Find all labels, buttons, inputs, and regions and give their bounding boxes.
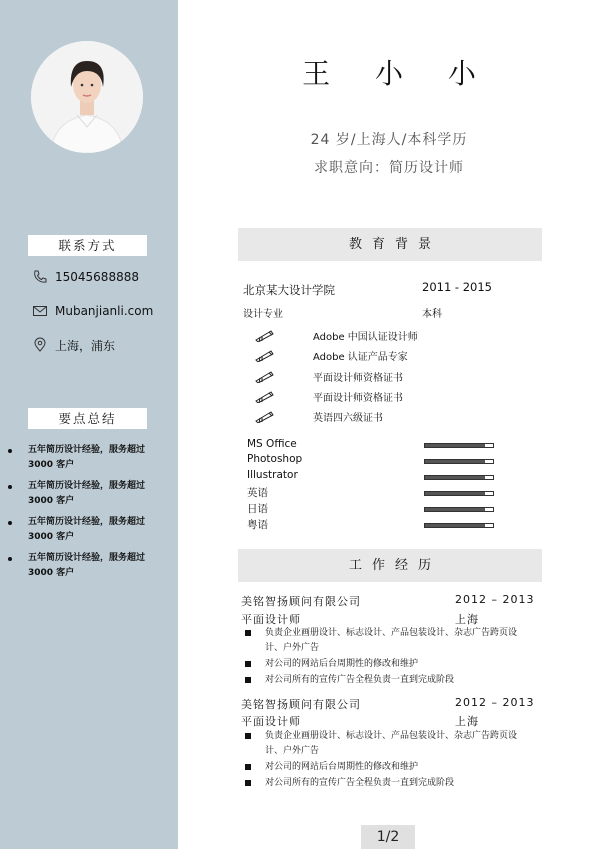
job-duty: 对公司的网站后台周期性的修改和维护 bbox=[243, 657, 533, 672]
summary-list bbox=[8, 443, 168, 587]
summary-item: 五年简历设计经验，服务超过 3000 客户 bbox=[8, 515, 168, 545]
job-title: 平面设计师 bbox=[241, 613, 301, 626]
profile-photo bbox=[31, 41, 143, 153]
skill-bar-fill bbox=[425, 508, 485, 511]
skill-bar bbox=[424, 491, 494, 496]
location-pin-icon bbox=[32, 337, 48, 353]
summary-item: 五年简历设计经验，服务超过 3000 客户 bbox=[8, 479, 168, 509]
job-duty: 负责企业画册设计、标志设计、产品包装设计、杂志广告跨页设计、户外广告 bbox=[243, 626, 533, 656]
skill-name: Illustrator bbox=[247, 469, 298, 481]
school-name: 北京某大设计学院 bbox=[243, 283, 335, 297]
job-city: 上海 bbox=[455, 613, 479, 626]
certificate-item bbox=[254, 408, 383, 424]
certificate-label: 英语四六级证书 bbox=[313, 412, 383, 424]
certificate-item bbox=[254, 388, 403, 404]
certificate-item bbox=[254, 347, 408, 363]
skill-bar bbox=[424, 459, 494, 464]
education-heading: 教育背景 bbox=[238, 228, 542, 261]
job-years: 2012 – 2013 bbox=[455, 593, 535, 606]
certificate-label: 平面设计师资格证书 bbox=[313, 372, 403, 384]
candidate-meta: 24 岁/上海人/本科学历 bbox=[310, 132, 468, 148]
contact-location bbox=[32, 336, 115, 354]
skill-name: 日语 bbox=[247, 503, 268, 515]
diploma-icon bbox=[254, 348, 276, 362]
summary-heading: 要点总结 bbox=[28, 408, 147, 429]
job-title: 平面设计师 bbox=[241, 715, 301, 728]
job-duty: 负责企业画册设计、标志设计、产品包装设计、杂志广告跨页设计、户外广告 bbox=[243, 729, 533, 759]
skill-bar bbox=[424, 523, 494, 528]
education-years: 2011 - 2015 bbox=[422, 280, 492, 294]
mail-icon bbox=[32, 303, 48, 319]
diploma-icon bbox=[254, 328, 276, 342]
diploma-icon bbox=[254, 369, 276, 383]
skill-name: MS Office bbox=[247, 438, 297, 450]
work-heading: 工作经历 bbox=[238, 549, 542, 582]
job-duty: 对公司的网站后台周期性的修改和维护 bbox=[243, 760, 533, 775]
skill-name: 英语 bbox=[247, 487, 268, 499]
skill-bar bbox=[424, 507, 494, 512]
skill-bar-fill bbox=[425, 444, 485, 447]
summary-item: 五年简历设计经验，服务超过 3000 客户 bbox=[8, 443, 168, 473]
certificate-item bbox=[254, 368, 403, 384]
phone-text: 15045688888 bbox=[55, 270, 139, 284]
skill-bar bbox=[424, 475, 494, 480]
skill-bar-fill bbox=[425, 460, 485, 463]
company-name: 美铭智扬顾问有限公司 bbox=[241, 595, 361, 608]
contact-email bbox=[32, 302, 153, 320]
skill-name: 粤语 bbox=[247, 519, 268, 531]
email-text: Mubanjianli.com bbox=[55, 304, 154, 318]
skill-bar-fill bbox=[425, 476, 485, 479]
skill-name: Photoshop bbox=[247, 453, 303, 465]
diploma-icon bbox=[254, 389, 276, 403]
certificate-label: Adobe 中国认证设计师 bbox=[313, 331, 418, 343]
candidate-name: 王 小 小 bbox=[302, 57, 494, 90]
job-duty: 对公司所有的宣传广告全程负责一直到完成阶段 bbox=[243, 776, 533, 791]
degree: 本科 bbox=[422, 309, 442, 320]
skill-bar bbox=[424, 443, 494, 448]
skill-bar-fill bbox=[425, 524, 485, 527]
certificate-item bbox=[254, 327, 418, 343]
job-objective: 求职意向：简历设计师 bbox=[314, 160, 464, 176]
summary-item: 五年简历设计经验，服务超过 3000 客户 bbox=[8, 551, 168, 581]
job-duty: 对公司所有的宣传广告全程负责一直到完成阶段 bbox=[243, 673, 533, 688]
diploma-icon bbox=[254, 409, 276, 423]
contact-phone bbox=[32, 268, 139, 286]
sidebar bbox=[0, 0, 178, 849]
major: 设计专业 bbox=[243, 309, 283, 320]
certificate-label: 平面设计师资格证书 bbox=[313, 392, 403, 404]
phone-icon bbox=[32, 269, 48, 285]
job-city: 上海 bbox=[455, 715, 479, 728]
job-years: 2012 – 2013 bbox=[455, 696, 535, 709]
contact-heading: 联系方式 bbox=[28, 235, 147, 256]
certificate-label: Adobe 认证产品专家 bbox=[313, 351, 408, 363]
company-name: 美铭智扬顾问有限公司 bbox=[241, 698, 361, 711]
skill-bar-fill bbox=[425, 492, 485, 495]
location-text: 上海，浦东 bbox=[55, 338, 116, 353]
page-indicator[interactable]: 1/2 bbox=[361, 825, 415, 849]
